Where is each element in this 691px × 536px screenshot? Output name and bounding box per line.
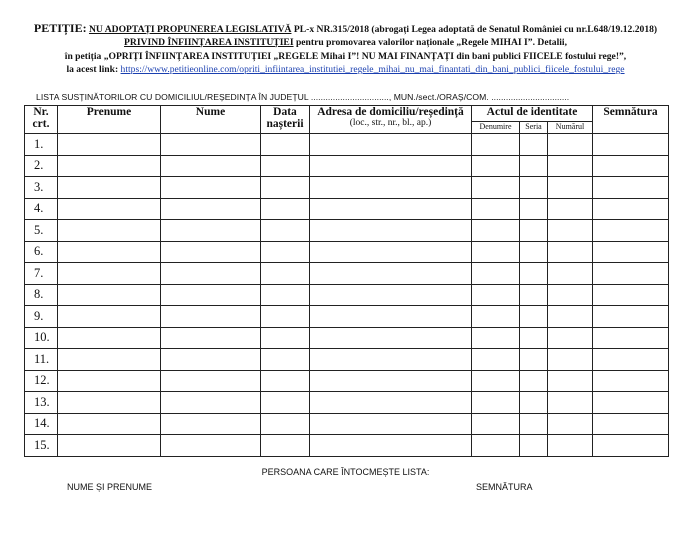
seria-cell[interactable] bbox=[520, 413, 548, 435]
denumire-cell[interactable] bbox=[472, 435, 520, 457]
table-row bbox=[25, 134, 669, 156]
adresa-cell[interactable] bbox=[310, 327, 472, 349]
denumire-cell[interactable] bbox=[472, 413, 520, 435]
nume-cell[interactable] bbox=[161, 134, 261, 156]
denumire-cell[interactable] bbox=[472, 392, 520, 414]
nume-cell[interactable] bbox=[161, 435, 261, 457]
petition-title-underlined: NU ADOPTAȚI PROPUNEREA LEGISLATIVĂ bbox=[88, 24, 292, 35]
numarul-cell[interactable] bbox=[548, 435, 593, 457]
seria-cell[interactable] bbox=[520, 198, 548, 220]
nume-cell[interactable] bbox=[161, 263, 261, 285]
petition-title-institution-rest: pentru promovarea valorilor naționale „Regele MIHAI I” bbox=[293, 37, 533, 49]
row-number: 6. bbox=[25, 241, 58, 263]
adresa-cell[interactable] bbox=[310, 155, 472, 177]
numarul-cell[interactable] bbox=[548, 284, 593, 306]
data-nasterii-cell[interactable] bbox=[261, 370, 310, 392]
petition-lead: PETIȚIE: bbox=[33, 21, 87, 35]
data-nasterii-cell[interactable] bbox=[261, 284, 310, 306]
table-row bbox=[25, 177, 669, 199]
adresa-cell[interactable] bbox=[310, 435, 472, 457]
seria-cell[interactable] bbox=[520, 392, 548, 414]
numarul-cell[interactable] bbox=[548, 349, 593, 371]
table-row bbox=[25, 284, 669, 306]
seria-cell[interactable] bbox=[520, 327, 548, 349]
link-prefix: la acest link: bbox=[66, 64, 121, 76]
col-header-seria: Seria bbox=[520, 122, 548, 134]
adresa-cell[interactable] bbox=[310, 349, 472, 371]
table-row bbox=[25, 198, 669, 220]
data-nasterii-cell[interactable] bbox=[261, 349, 310, 371]
prenume-cell[interactable] bbox=[58, 435, 161, 457]
prenume-cell[interactable] bbox=[58, 392, 161, 414]
col-header-adresa-title: Adresa de domiciliu/reședință bbox=[317, 106, 464, 118]
numarul-cell[interactable] bbox=[548, 198, 593, 220]
table-row bbox=[25, 435, 669, 457]
adresa-cell[interactable] bbox=[310, 392, 472, 414]
row-number: 12. bbox=[25, 370, 58, 392]
petition-title-institution: PRIVIND ÎNFIINȚAREA INSTITUȚIEI bbox=[124, 37, 294, 49]
semnatura-cell[interactable] bbox=[593, 413, 669, 435]
denumire-cell[interactable] bbox=[472, 220, 520, 242]
semnatura-cell[interactable] bbox=[593, 327, 669, 349]
data-nasterii-cell[interactable] bbox=[261, 435, 310, 457]
numarul-cell[interactable] bbox=[548, 241, 593, 263]
compiler-name-label: NUME ȘI PRENUME bbox=[67, 482, 153, 492]
prenume-cell[interactable] bbox=[58, 155, 161, 177]
denumire-cell[interactable] bbox=[472, 284, 520, 306]
numarul-cell[interactable] bbox=[548, 327, 593, 349]
supporters-list-heading: LISTA SUSȚINĂTORILOR CU DOMICILIUL/REȘEDINȚA ÎN JUDEȚUL ................................, MUN./sect./ORAȘ/COM. ................................ bbox=[36, 92, 570, 102]
seria-cell[interactable] bbox=[520, 370, 548, 392]
petition-line3: în petiția „OPRIȚI ÎNFIINȚAREA INSTITUȚIEI „REGELE Mihai I”! NU MAI FINANȚAȚI din bani publici FIICELE fostului rege!”, bbox=[64, 50, 627, 62]
seria-cell[interactable] bbox=[520, 220, 548, 242]
numarul-cell[interactable] bbox=[548, 370, 593, 392]
denumire-cell[interactable] bbox=[472, 349, 520, 371]
signatures-table-body bbox=[25, 134, 669, 457]
adresa-cell[interactable] bbox=[310, 198, 472, 220]
adresa-cell[interactable] bbox=[310, 284, 472, 306]
numarul-cell[interactable] bbox=[548, 177, 593, 199]
semnatura-cell[interactable] bbox=[593, 241, 669, 263]
nume-cell[interactable] bbox=[161, 392, 261, 414]
adresa-cell[interactable] bbox=[310, 306, 472, 328]
seria-cell[interactable] bbox=[520, 284, 548, 306]
numarul-cell[interactable] bbox=[548, 392, 593, 414]
data-nasterii-cell[interactable] bbox=[261, 177, 310, 199]
col-header-denumire: Denumire bbox=[472, 122, 520, 134]
adresa-cell[interactable] bbox=[310, 134, 472, 156]
denumire-cell[interactable] bbox=[472, 263, 520, 285]
data-nasterii-cell[interactable] bbox=[261, 327, 310, 349]
semnatura-cell[interactable] bbox=[593, 370, 669, 392]
table-row bbox=[25, 306, 669, 328]
adresa-cell[interactable] bbox=[310, 177, 472, 199]
petition-details-label: . Detalii, bbox=[532, 37, 567, 49]
prenume-cell[interactable] bbox=[58, 349, 161, 371]
col-header-nume: Nume bbox=[161, 106, 261, 134]
nume-cell[interactable] bbox=[161, 370, 261, 392]
data-nasterii-cell[interactable] bbox=[261, 198, 310, 220]
data-nasterii-cell[interactable] bbox=[261, 155, 310, 177]
row-number: 4. bbox=[25, 198, 58, 220]
adresa-cell[interactable] bbox=[310, 370, 472, 392]
table-row bbox=[25, 327, 669, 349]
numarul-cell[interactable] bbox=[548, 155, 593, 177]
prenume-cell[interactable] bbox=[58, 241, 161, 263]
semnatura-cell[interactable] bbox=[593, 284, 669, 306]
row-number: 3. bbox=[25, 177, 58, 199]
row-number: 13. bbox=[25, 392, 58, 414]
row-number: 14. bbox=[25, 413, 58, 435]
prenume-cell[interactable] bbox=[58, 177, 161, 199]
nume-cell[interactable] bbox=[161, 306, 261, 328]
semnatura-cell[interactable] bbox=[593, 134, 669, 156]
table-row bbox=[25, 413, 669, 435]
nume-cell[interactable] bbox=[161, 349, 261, 371]
petition-link[interactable]: https://www.petitieonline.com/opriti_infiintarea_institutiei_regele_mihai_nu_mai_finantati_din_bani_publici_fiicele_fostului_rege bbox=[120, 64, 625, 76]
table-row bbox=[25, 220, 669, 242]
col-header-numarul: Numărul bbox=[548, 122, 593, 134]
prenume-cell[interactable] bbox=[58, 306, 161, 328]
prenume-cell[interactable] bbox=[58, 263, 161, 285]
table-row bbox=[25, 263, 669, 285]
denumire-cell[interactable] bbox=[472, 327, 520, 349]
row-number: 10. bbox=[25, 327, 58, 349]
row-number: 8. bbox=[25, 284, 58, 306]
signatures-table bbox=[24, 105, 669, 457]
seria-cell[interactable] bbox=[520, 177, 548, 199]
seria-cell[interactable] bbox=[520, 349, 548, 371]
denumire-cell[interactable] bbox=[472, 306, 520, 328]
seria-cell[interactable] bbox=[520, 134, 548, 156]
row-number: 15. bbox=[25, 435, 58, 457]
row-number: 1. bbox=[25, 134, 58, 156]
row-number: 9. bbox=[25, 306, 58, 328]
table-row bbox=[25, 349, 669, 371]
data-nasterii-cell[interactable] bbox=[261, 306, 310, 328]
semnatura-cell[interactable] bbox=[593, 306, 669, 328]
col-header-data-nasterii: Data nașterii bbox=[261, 106, 310, 134]
semnatura-cell[interactable] bbox=[593, 263, 669, 285]
data-nasterii-cell[interactable] bbox=[261, 220, 310, 242]
compiler-title: PERSOANA CARE ÎNTOCMEȘTE LISTA: bbox=[261, 467, 430, 477]
semnatura-cell[interactable] bbox=[593, 177, 669, 199]
nume-cell[interactable] bbox=[161, 327, 261, 349]
seria-cell[interactable] bbox=[520, 155, 548, 177]
row-number: 11. bbox=[25, 349, 58, 371]
table-row bbox=[25, 241, 669, 263]
semnatura-cell[interactable] bbox=[593, 198, 669, 220]
seria-cell[interactable] bbox=[520, 241, 548, 263]
denumire-cell[interactable] bbox=[472, 370, 520, 392]
nume-cell[interactable] bbox=[161, 284, 261, 306]
denumire-cell[interactable] bbox=[472, 134, 520, 156]
prenume-cell[interactable] bbox=[58, 284, 161, 306]
denumire-cell[interactable] bbox=[472, 198, 520, 220]
nume-cell[interactable] bbox=[161, 413, 261, 435]
petition-title-rest: PL-x NR.315/2018 (abrogați Legea adoptată de Senatul României cu nr.L648/19.12.2018) bbox=[291, 24, 658, 35]
adresa-cell[interactable] bbox=[310, 241, 472, 263]
numarul-cell[interactable] bbox=[548, 134, 593, 156]
col-header-act-identitate: Actul de identitate bbox=[472, 106, 593, 122]
data-nasterii-cell[interactable] bbox=[261, 263, 310, 285]
nume-cell[interactable] bbox=[161, 241, 261, 263]
prenume-cell[interactable] bbox=[58, 134, 161, 156]
numarul-cell[interactable] bbox=[548, 220, 593, 242]
row-number: 7. bbox=[25, 263, 58, 285]
col-header-adresa bbox=[310, 106, 472, 134]
compiler-signature-label: SEMNĂTURA bbox=[476, 482, 533, 492]
data-nasterii-cell[interactable] bbox=[261, 413, 310, 435]
seria-cell[interactable] bbox=[520, 435, 548, 457]
data-nasterii-cell[interactable] bbox=[261, 241, 310, 263]
prenume-cell[interactable] bbox=[58, 413, 161, 435]
semnatura-cell[interactable] bbox=[593, 155, 669, 177]
denumire-cell[interactable] bbox=[472, 155, 520, 177]
col-header-prenume: Prenume bbox=[58, 106, 161, 134]
prenume-cell[interactable] bbox=[58, 327, 161, 349]
numarul-cell[interactable] bbox=[548, 306, 593, 328]
prenume-cell[interactable] bbox=[58, 198, 161, 220]
table-row bbox=[25, 370, 669, 392]
prenume-cell[interactable] bbox=[58, 370, 161, 392]
table-row bbox=[25, 155, 669, 177]
adresa-cell[interactable] bbox=[310, 220, 472, 242]
seria-cell[interactable] bbox=[520, 263, 548, 285]
numarul-cell[interactable] bbox=[548, 413, 593, 435]
row-number: 5. bbox=[25, 220, 58, 242]
data-nasterii-cell[interactable] bbox=[261, 134, 310, 156]
semnatura-cell[interactable] bbox=[593, 220, 669, 242]
prenume-cell[interactable] bbox=[58, 220, 161, 242]
denumire-cell[interactable] bbox=[472, 241, 520, 263]
nume-cell[interactable] bbox=[161, 177, 261, 199]
petition-header bbox=[18, 22, 673, 77]
adresa-cell[interactable] bbox=[310, 413, 472, 435]
numarul-cell[interactable] bbox=[548, 263, 593, 285]
semnatura-cell[interactable] bbox=[593, 392, 669, 414]
semnatura-cell[interactable] bbox=[593, 435, 669, 457]
col-header-adresa-sub: (loc., str., nr., bl., ap.) bbox=[349, 118, 432, 128]
semnatura-cell[interactable] bbox=[593, 349, 669, 371]
data-nasterii-cell[interactable] bbox=[261, 392, 310, 414]
nume-cell[interactable] bbox=[161, 220, 261, 242]
adresa-cell[interactable] bbox=[310, 263, 472, 285]
col-header-semnatura: Semnătura bbox=[593, 106, 669, 134]
seria-cell[interactable] bbox=[520, 306, 548, 328]
denumire-cell[interactable] bbox=[472, 177, 520, 199]
nume-cell[interactable] bbox=[161, 198, 261, 220]
nume-cell[interactable] bbox=[161, 155, 261, 177]
row-number: 2. bbox=[25, 155, 58, 177]
table-row bbox=[25, 392, 669, 414]
col-header-nr: Nr. crt. bbox=[25, 106, 58, 134]
